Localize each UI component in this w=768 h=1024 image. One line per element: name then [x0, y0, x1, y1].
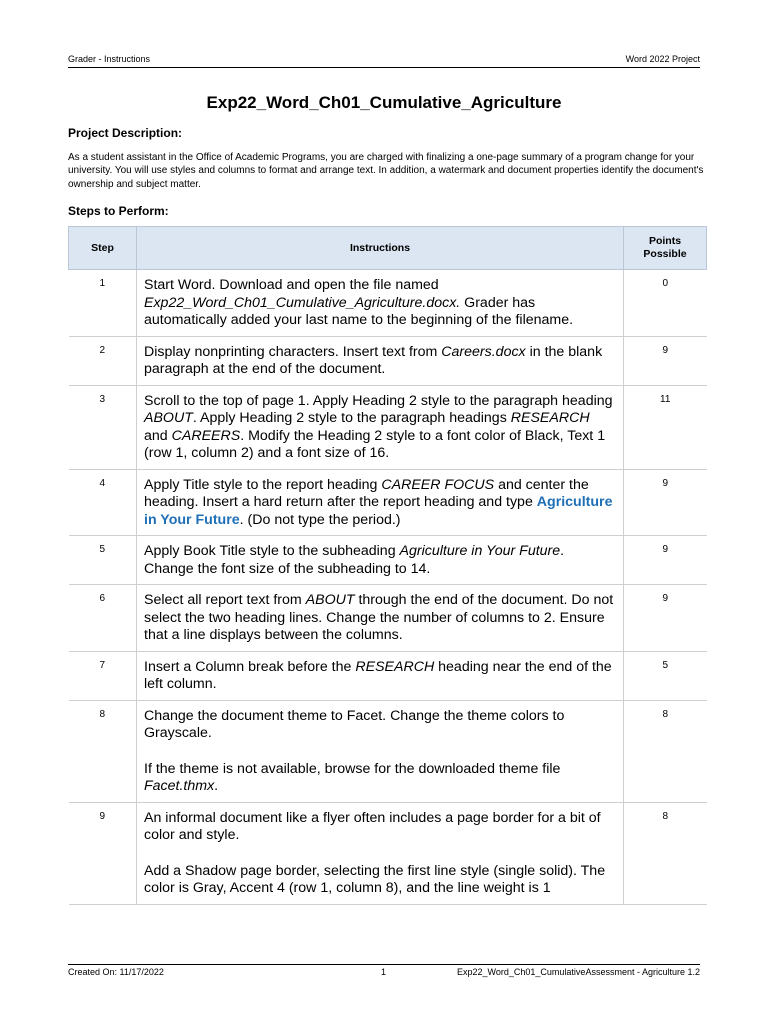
instruction-text: If the theme is not available, browse for the downloaded theme file: [144, 760, 561, 777]
instruction-text: and: [144, 427, 172, 444]
instruction-text: Insert a Column break before the: [144, 658, 356, 675]
italic-text: Careers.docx: [441, 343, 526, 360]
instruction-text: Apply Book Title style to the subheading: [144, 543, 400, 559]
footer-created-on: Created On: 11/17/2022: [68, 967, 164, 977]
header-left: Grader - Instructions: [68, 54, 151, 64]
step-number: 5: [69, 536, 137, 585]
points-possible: 8: [624, 802, 707, 904]
instruction-paragraph: [144, 708, 617, 743]
page-footer: [68, 964, 700, 981]
points-possible: 9: [624, 536, 707, 585]
instruction-text: . Apply Heading 2 style to the paragraph headings: [192, 410, 511, 426]
column-header-points-line1: Points: [648, 235, 682, 247]
instruction-text: Start Word. Download and open the file named: [144, 277, 439, 293]
column-header-points-line2: Possible: [643, 248, 687, 260]
step-instructions: [137, 536, 624, 585]
instruction-text: Grader has automatically added your last name to the beginning of the filename.: [144, 294, 574, 328]
step-number: 3: [69, 385, 137, 469]
step-number: 2: [69, 336, 137, 385]
italic-text: ABOUT: [305, 592, 355, 608]
instruction-paragraph: [144, 277, 617, 330]
header-right: Word 2022 Project: [625, 54, 700, 64]
instruction-text: Select all report text from: [144, 592, 306, 608]
italic-text: RESEARCH: [510, 410, 590, 426]
points-possible: 9: [624, 336, 707, 385]
instruction-text: heading near the end of the left column.: [144, 658, 612, 692]
italic-text: ABOUT: [144, 410, 193, 426]
project-description-text: As a student assistant in the Office of Academic Programs, you are charged with finalizing a one-page summary of a program change for your university. You will use styles and columns to format and arrange text. In addition, a watermark and document properties identify the document's ownership and subject matter.: [68, 152, 704, 190]
step-instructions: [137, 469, 624, 536]
table-row: [69, 651, 707, 700]
steps-table: [68, 226, 707, 905]
step-instructions: [137, 651, 624, 700]
table-row: [69, 270, 707, 337]
points-possible: 11: [624, 385, 707, 469]
instruction-text: . (Do not type the period.): [239, 511, 401, 528]
column-header-step: Step: [69, 227, 137, 270]
step-instructions: [137, 270, 624, 337]
instruction-text: Scroll to the top of page 1. Apply Heading 2 style to the paragraph heading: [144, 392, 613, 409]
points-possible: 8: [624, 700, 707, 802]
step-number: 9: [69, 802, 137, 904]
instruction-text: and center the heading. Insert a hard return after the report heading and type: [144, 476, 589, 510]
footer-document-name: Exp22_Word_Ch01_CumulativeAssessment - Agriculture 1.2: [457, 967, 700, 977]
footer-page-number: 1: [381, 967, 387, 977]
italic-text: Agriculture in Your Future: [399, 543, 561, 559]
table-row: [69, 802, 707, 904]
instruction-text: . Modify the Heading 2 style to a font color of Black, Text 1 (row 1, column 2) and a font size of 16.: [144, 427, 606, 461]
instruction-text: Change the document theme to Facet. Change the theme colors to Grayscale.: [144, 707, 565, 741]
step-number: 7: [69, 651, 137, 700]
italic-text: CAREER FOCUS: [381, 476, 495, 493]
instruction-text: . Change the font size of the subheading to 14.: [144, 543, 565, 577]
highlighted-text: Agriculture in Your Future: [144, 494, 613, 528]
instruction-text: through the end of the document. Do not select the two heading lines. Change the number of columns to 2. Ensure that a line displays between the columns.: [144, 592, 614, 643]
column-header-points: [624, 227, 707, 270]
italic-text: Facet.thmx: [144, 778, 215, 794]
instruction-paragraph: [144, 761, 617, 796]
instruction-text: Add a Shadow page border, selecting the first line style (single solid). The color is Gray, Accent 4 (row 1, column 8), and the line weight is 1: [144, 862, 606, 896]
step-number: 6: [69, 585, 137, 652]
column-header-instructions: Instructions: [137, 227, 624, 270]
italic-text: RESEARCH: [355, 658, 435, 675]
table-row: [69, 469, 707, 536]
table-header-row: [69, 227, 707, 270]
points-possible: 9: [624, 469, 707, 536]
instruction-paragraph: [144, 863, 617, 898]
document-title: Exp22_Word_Ch01_Cumulative_Agriculture: [206, 93, 562, 112]
step-instructions: [137, 385, 624, 469]
italic-text: Exp22_Word_Ch01_Cumulative_Agriculture.docx.: [144, 294, 461, 311]
instruction-text: An informal document like a flyer often includes a page border for a bit of color and style.: [144, 809, 601, 843]
italic-text: CAREERS: [171, 427, 241, 444]
table-row: [69, 536, 707, 585]
step-number: 8: [69, 700, 137, 802]
step-instructions: [137, 336, 624, 385]
table-row: [69, 385, 707, 469]
table-row: [69, 700, 707, 802]
points-possible: 9: [624, 585, 707, 652]
instruction-paragraph: [144, 659, 617, 694]
instruction-text: Display nonprinting characters. Insert text from: [144, 343, 442, 360]
points-possible: 0: [624, 270, 707, 337]
table-row: [69, 336, 707, 385]
instruction-text: .: [214, 778, 219, 794]
instruction-paragraph: [144, 592, 617, 645]
step-instructions: [137, 585, 624, 652]
steps-heading: Steps to Perform:: [68, 204, 169, 218]
step-number: 4: [69, 469, 137, 536]
instruction-paragraph: [144, 477, 617, 530]
instruction-paragraph: [144, 344, 617, 379]
step-instructions: [137, 802, 624, 904]
project-description-heading: Project Description:: [68, 126, 183, 140]
instruction-paragraph: [144, 810, 617, 845]
table-row: [69, 585, 707, 652]
points-possible: 5: [624, 651, 707, 700]
page-header: [68, 54, 700, 68]
instruction-paragraph: [144, 393, 617, 463]
step-number: 1: [69, 270, 137, 337]
instruction-text: in the blank paragraph at the end of the document.: [144, 343, 603, 377]
step-instructions: [137, 700, 624, 802]
instruction-text: Apply Title style to the report heading: [144, 476, 382, 493]
instruction-paragraph: [144, 543, 617, 578]
